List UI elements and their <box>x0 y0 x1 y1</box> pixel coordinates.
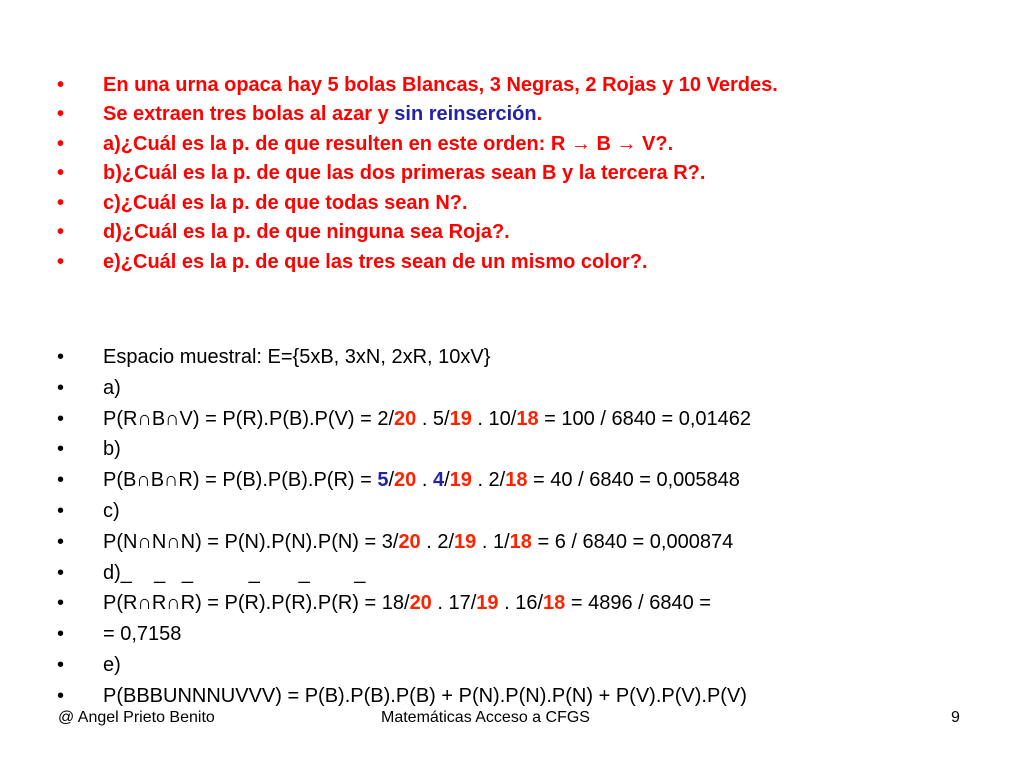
solution-line <box>0 434 1024 465</box>
bullet-icon: • <box>57 684 65 707</box>
bullet-icon: • <box>57 653 65 676</box>
arrow-right-icon: → <box>616 132 637 155</box>
bullet-icon: • <box>57 438 65 461</box>
solution-line <box>0 681 1024 712</box>
denominator-value: 20 <box>394 407 417 430</box>
bullet-icon: • <box>57 346 65 368</box>
denominator-value: 18 <box>505 469 528 492</box>
question-d-text: d)¿Cuál es la p. de que ninguna sea Roja?. <box>103 221 510 243</box>
problem-statement-list <box>0 70 1024 277</box>
denominator-value: 18 <box>516 407 539 430</box>
result-value: = 0,7158 <box>103 623 182 646</box>
formula-text: . <box>416 469 433 492</box>
denominator-value: 20 <box>394 469 417 492</box>
bullet-icon: • <box>57 74 65 96</box>
formula-text: . 10/ <box>471 407 517 430</box>
arrow-right-icon: → <box>570 132 591 155</box>
problem-text: Se extraen tres bolas al azar y <box>103 103 395 125</box>
bullet-icon: • <box>57 132 65 155</box>
solution-line <box>0 373 1024 404</box>
question-a-text: a)¿Cuál es la p. de que resulten en este orden: R <box>103 132 571 155</box>
numerator-value: 5 <box>377 469 389 492</box>
solution-list <box>0 342 1024 712</box>
solution-line <box>0 650 1024 681</box>
solution-line <box>0 588 1024 619</box>
problem-line <box>0 130 1024 160</box>
footer-course: Matemáticas Acceso a CFGS <box>381 709 590 726</box>
formula-text: = 6 / 6840 = 0,000874 <box>531 530 734 553</box>
problem-line <box>0 218 1024 248</box>
formula-text: = 4896 / 6840 = <box>565 592 711 615</box>
part-label-b: b) <box>103 438 121 461</box>
solution-line <box>0 342 1024 373</box>
question-a-text: B <box>590 132 617 155</box>
solution-line <box>0 527 1024 558</box>
formula-text: . 2/ <box>420 530 455 553</box>
denominator-value: 18 <box>509 530 532 553</box>
formula-text: = 100 / 6840 = 0,01462 <box>538 407 752 430</box>
problem-line <box>0 159 1024 189</box>
denominator-value: 20 <box>398 530 421 553</box>
bullet-icon: • <box>57 376 65 399</box>
denominator-value: 18 <box>543 592 566 615</box>
denominator-value: 20 <box>409 592 432 615</box>
problem-line <box>0 189 1024 219</box>
formula-text: / <box>444 469 450 492</box>
bullet-icon: • <box>57 530 65 553</box>
formula-text: = 40 / 6840 = 0,005848 <box>527 469 740 492</box>
problem-line <box>0 248 1024 278</box>
formula-text: / <box>388 469 395 492</box>
formula-text: . 2/ <box>471 469 506 492</box>
sample-space-text: Espacio muestral: E={5xB, 3xN, 2xR, 10xV} <box>103 346 491 368</box>
denominator-value: 19 <box>476 592 499 615</box>
bullet-icon: • <box>57 221 65 243</box>
solution-line <box>0 404 1024 435</box>
bullet-icon: • <box>57 103 65 125</box>
formula-text: P(N∩N∩N) = P(N).P(N).P(N) = 3/ <box>103 530 399 553</box>
sin-reinsercion-highlight: sin reinserción <box>394 103 537 125</box>
solution-line <box>0 619 1024 650</box>
question-a-text: V?. <box>636 132 674 155</box>
part-label-a: a) <box>103 376 121 399</box>
problem-intro-text: En una urna opaca hay 5 bolas Blancas, 3 Negras, 2 Rojas y 10 Verdes. <box>103 74 778 96</box>
part-label-c: c) <box>103 499 120 522</box>
bullet-icon: • <box>57 499 65 522</box>
question-b-text: b)¿Cuál es la p. de que las dos primeras sean B y la tercera R?. <box>103 162 706 184</box>
formula-text: . 17/ <box>431 592 477 615</box>
question-e-text: e)¿Cuál es la p. de que las tres sean de un mismo color?. <box>103 250 648 273</box>
solution-line <box>0 558 1024 589</box>
bullet-icon: • <box>57 250 65 273</box>
problem-line <box>0 70 883 100</box>
numerator-value: 4 <box>432 469 445 492</box>
bullet-icon: • <box>57 592 65 615</box>
bullet-icon: • <box>57 623 65 646</box>
denominator-value: 19 <box>449 469 472 492</box>
denominator-value: 19 <box>454 530 477 553</box>
denominator-value: 19 <box>449 407 472 430</box>
bullet-icon: • <box>57 191 65 214</box>
formula-text: . 16/ <box>498 592 544 615</box>
question-c-text: c)¿Cuál es la p. de que todas sean N?. <box>103 191 468 214</box>
formula-text: P(R∩R∩R) = P(R).P(R).P(R) = 18/ <box>103 592 410 615</box>
problem-line <box>0 100 1024 130</box>
solution-line <box>0 496 1024 527</box>
page-number: 9 <box>951 709 960 726</box>
formula-text: P(R∩B∩V) = P(R).P(B).P(V) = 2/ <box>103 407 395 430</box>
part-label-d: d)_ _ _ _ _ _ <box>103 561 366 584</box>
part-label-e: e) <box>103 653 121 676</box>
formula-text: P(B∩B∩R) = P(B).P(B).P(R) = <box>103 469 378 492</box>
bullet-icon: • <box>57 162 65 184</box>
formula-text: . 5/ <box>416 407 450 430</box>
formula-text: P(BBBUNNNUVVV) = P(B).P(B).P(B) + P(N).P(N).P(N) + P(V).P(V).P(V) <box>103 684 747 707</box>
bullet-icon: • <box>57 407 65 430</box>
bullet-icon: • <box>57 469 65 492</box>
bullet-icon: • <box>57 561 65 584</box>
solution-line <box>0 465 1024 496</box>
footer-author: @ Angel Prieto Benito <box>58 709 215 726</box>
problem-text: . <box>536 103 543 125</box>
formula-text: . 1/ <box>476 530 510 553</box>
